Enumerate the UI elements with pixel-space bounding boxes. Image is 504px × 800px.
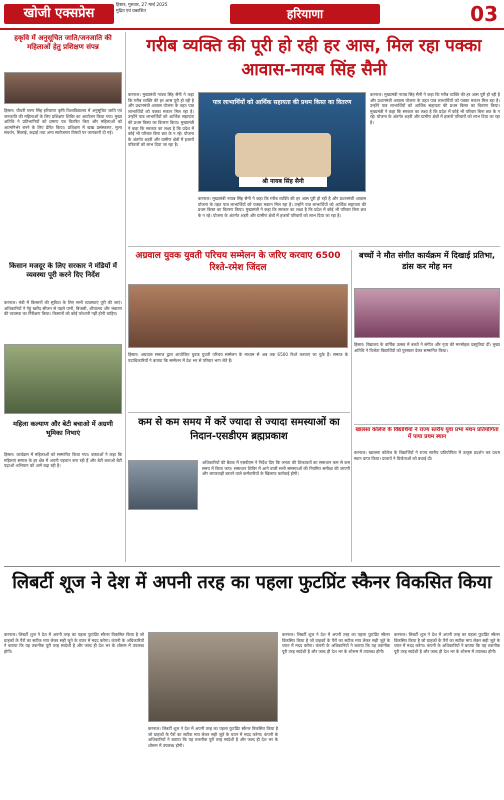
children-body: हिसार। विद्यालय के वार्षिक उत्सव में बच्चों ने संगीत और नृत्य की मनमोहक प्रस्तुतियां दीं। मुख्य अतिथि ने विजेता विद्यार्थियों को पुरस्कार देकर सम्मानित किया। (354, 342, 500, 353)
masthead-rule (0, 28, 504, 30)
story-farmer-headline: किसान मजदूर के लिए सरकार ने मंडियों में व्यवस्था पूरी करने दिए निर्देश (9, 262, 117, 279)
dateline: हिसार, गुरुवार, 27 मार्च 2025 (116, 3, 168, 8)
liberty-photo (148, 632, 278, 722)
lead-body-col2: करनाल। मुख्यमंत्री नायब सिंह सैनी ने कहा कि गरीब व्यक्ति की हर आस पूरी हो रही है और प्रधानमंत्री आवास योजना के तहत पात्र लाभार्थियों को पक्का मकान मिल रहा है। उन्होंने पात्र लाभार्थियों को आर्थिक सहायता की प्रथम किस्त का वितरण किया। मुख्यमंत्री ने कहा कि सरकार का लक्ष्य है कि प्रदेश में कोई भी परिवार बिना छत के न रहे। योजना के अंतर्गत शहरी और ग्रामीण क्षेत्रों में हजारों परिवारों को लाभ दिया जा रहा है। (198, 196, 366, 218)
sdm-body: अधिकारियों की बैठक में एसडीएम ने निर्देश दिए कि जनता की शिकायतों का समाधान कम से कम समय में किया जाए। समाधान शिविर में आने वाली सभी समस्याओं की नियमित समीक्षा की जाएगी और लापरवाही बरतने वाले कर्मचारियों के खिलाफ कार्रवाई होगी। (202, 460, 350, 477)
lead-banner-text: पात्र लाभार्थियों को आर्थिक सहायता की प्रथम किस्त का वितरण (212, 99, 352, 106)
khalsa-headline-box (354, 427, 500, 449)
masthead (0, 0, 504, 30)
story-farmer-body: करनाल। मंडी में किसानों की सुविधा के लिए सभी व्यवस्थाएं पूरी की जाएं। अधिकारियों ने गेहूं खरीद सीजन से पहले पानी, बिजली, शौचालय और भंडारण की व्यवस्था का निरीक्षण किया। किसानों को कोई परेशानी नहीं होनी चाहिए। (4, 300, 122, 317)
farmer-photo (4, 344, 122, 414)
page-number: 03 (470, 2, 498, 26)
story-women-headline-box (4, 420, 122, 450)
liberty-body-col4: करनाल। लिबर्टी शूज ने देश में अपनी तरह का पहला फुटप्रिंट स्कैनर विकसित किया है जो ग्राहकों के पैरों का सटीक माप लेकर सही जूते के चयन में मदद करेगा। कंपनी के अधिकारियों ने बताया कि यह तकनीक पूरी तरह स्वदेशी है और जल्द ही देश भर के शोरूम में उपलब्ध होगी। (394, 632, 500, 654)
agrawal-body: हिसार। अग्रवाल समाज द्वारा आयोजित युवक युवती परिचय सम्मेलन के माध्यम से अब तक 6500 रिश्ते करवाए जा चुके हैं। समाज के पदाधिकारियों ने बताया कि सम्मेलन में देश भर से परिवार भाग लेते हैं। (128, 352, 348, 363)
paper-name: खोजी एक्सप्रेस (4, 4, 114, 24)
lead-headline-box (128, 34, 500, 86)
story-farmer-headline-box (4, 262, 122, 296)
liberty-headline-box (4, 570, 500, 626)
lead-body-col1: करनाल। मुख्यमंत्री नायब सिंह सैनी ने कहा कि गरीब व्यक्ति की हर आस पूरी हो रही है और प्रधानमंत्री आवास योजना के तहत पात्र लाभार्थियों को पक्का मकान मिल रहा है। उन्होंने पात्र लाभार्थियों को आर्थिक सहायता की प्रथम किस्त का वितरण किया। मुख्यमंत्री ने कहा कि सरकार का लक्ष्य है कि प्रदेश में कोई भी परिवार बिना छत के न रहे। योजना के अंतर्गत शहरी और ग्रामीण क्षेत्रों में हजारों परिवारों को लाभ दिया जा रहा है। (128, 92, 194, 148)
children-headline-box (354, 250, 500, 286)
sdm-headline: कम से कम समय में करें ज्यादा से ज्यादा समस्याओं का निदान-एसडीएम ब्रह्मप्रकाश (138, 417, 340, 442)
training-photo (4, 72, 122, 104)
story-training-headline: हकृवि में अनुसूचित जाति/जनजाति की महिलाओं हेतु प्रशिक्षण संपन्न (14, 34, 112, 51)
children-photo (354, 288, 500, 338)
liberty-body-col1: करनाल। लिबर्टी शूज ने देश में अपनी तरह का पहला फुटप्रिंट स्कैनर विकसित किया है जो ग्राहकों के पैरों का सटीक माप लेकर सही जूते के चयन में मदद करेगा। कंपनी के अधिकारियों ने बताया कि यह तकनीक पूरी तरह स्वदेशी है और जल्द ही देश भर के शोरूम में उपलब्ध होगी। (4, 632, 144, 654)
agrawal-photo (128, 284, 348, 348)
liberty-body-col3: करनाल। लिबर्टी शूज ने देश में अपनी तरह का पहला फुटप्रिंट स्कैनर विकसित किया है जो ग्राहकों के पैरों का सटीक माप लेकर सही जूते के चयन में मदद करेगा। कंपनी के अधिकारियों ने बताया कि यह तकनीक पूरी तरह स्वदेशी है और जल्द ही देश भर के शोरूम में उपलब्ध होगी। (282, 632, 390, 654)
subline: मुद्रित एवं प्रकाशित (116, 9, 146, 14)
podium-figure (235, 133, 331, 177)
sdm-headline-box (128, 416, 350, 458)
lead-speaker: श्री नायब सिंह सैनी (239, 177, 327, 187)
story-women-headline: महिला कल्याण और बेटी बचाओ में अग्रणी भूमिका निभाएं (13, 420, 113, 437)
children-headline: बच्चों ने मौत संगीत कार्यक्रम में दिखाई प्रतिभा, डांस कर मोह मन (359, 251, 495, 271)
liberty-headline: लिबर्टी शूज ने देश में अपनी तरह का पहला फुटप्रिंट स्कैनर विकसित किया (12, 572, 492, 593)
story-women-body: हिसार। कार्यक्रम में महिलाओं को सम्मानित किया गया। वक्ताओं ने कहा कि महिलाएं समाज के हर क्षेत्र में अपनी पहचान बना रही हैं और बेटी बचाओ बेटी पढ़ाओ अभियान को आगे बढ़ा रही हैं। (4, 452, 122, 469)
lead-headline: गरीब व्यक्ति की पूरी हो रही हर आस, मिल रहा पक्का आवास-नायब सिंह सैनी (146, 36, 482, 80)
section-title: हरियाणा (230, 4, 380, 24)
sdm-photo (128, 460, 198, 510)
story-training-body: हिसार। चौधरी चरण सिंह हरियाणा कृषि विश्वविद्यालय में अनुसूचित जाति एवं जनजाति की महिलाओं के लिए प्रशिक्षण शिविर का आयोजन किया गया। मुख्य अतिथि ने प्रतिभागियों को प्रमाण पत्र वितरित किए और महिलाओं को आत्मनिर्भर बनने के लिए प्रेरित किया। प्रशिक्षण में खाद्य प्रसंस्करण, मूल्य संवर्धन, सिलाई, कढ़ाई तथा अन्य स्वरोजगार विषयों पर जानकारी दी गई। (4, 108, 122, 136)
khalsa-headline: खालसा कॉलेज के विद्यार्थियों ने राज्य स्तरीय युवा प्रभा मंथन प्रतियोगिता में पाया प्रथम स्थान (355, 427, 499, 440)
lead-body-col3: करनाल। मुख्यमंत्री नायब सिंह सैनी ने कहा कि गरीब व्यक्ति की हर आस पूरी हो रही है और प्रधानमंत्री आवास योजना के तहत पात्र लाभार्थियों को पक्का मकान मिल रहा है। उन्होंने पात्र लाभार्थियों को आर्थिक सहायता की प्रथम किस्त का वितरण किया। मुख्यमंत्री ने कहा कि सरकार का लक्ष्य है कि प्रदेश में कोई भी परिवार बिना छत के न रहे। योजना के अंतर्गत शहरी और ग्रामीण क्षेत्रों में हजारों परिवारों को लाभ दिया जा रहा है। (370, 92, 500, 125)
agrawal-headline-box (128, 250, 348, 280)
liberty-body-col2: करनाल। लिबर्टी शूज ने देश में अपनी तरह का पहला फुटप्रिंट स्कैनर विकसित किया है जो ग्राहकों के पैरों का सटीक माप लेकर सही जूते के चयन में मदद करेगा। कंपनी के अधिकारियों ने बताया कि यह तकनीक पूरी तरह स्वदेशी है और जल्द ही देश भर के शोरूम में उपलब्ध होगी। (148, 726, 278, 748)
agrawal-headline: अग्रवाल युवक युवती परिचय सम्मेलन के जरिए करवाए 6500 रिश्ते-रमेश जिंदल (135, 251, 341, 273)
lead-photo (198, 92, 366, 192)
khalsa-body: करनाल। खालसा कॉलेज के विद्यार्थियों ने राज्य स्तरीय प्रतियोगिता में उत्कृष्ट प्रदर्शन कर प्रथम स्थान प्राप्त किया। प्राचार्य ने विजेताओं को बधाई दी। (354, 450, 500, 461)
